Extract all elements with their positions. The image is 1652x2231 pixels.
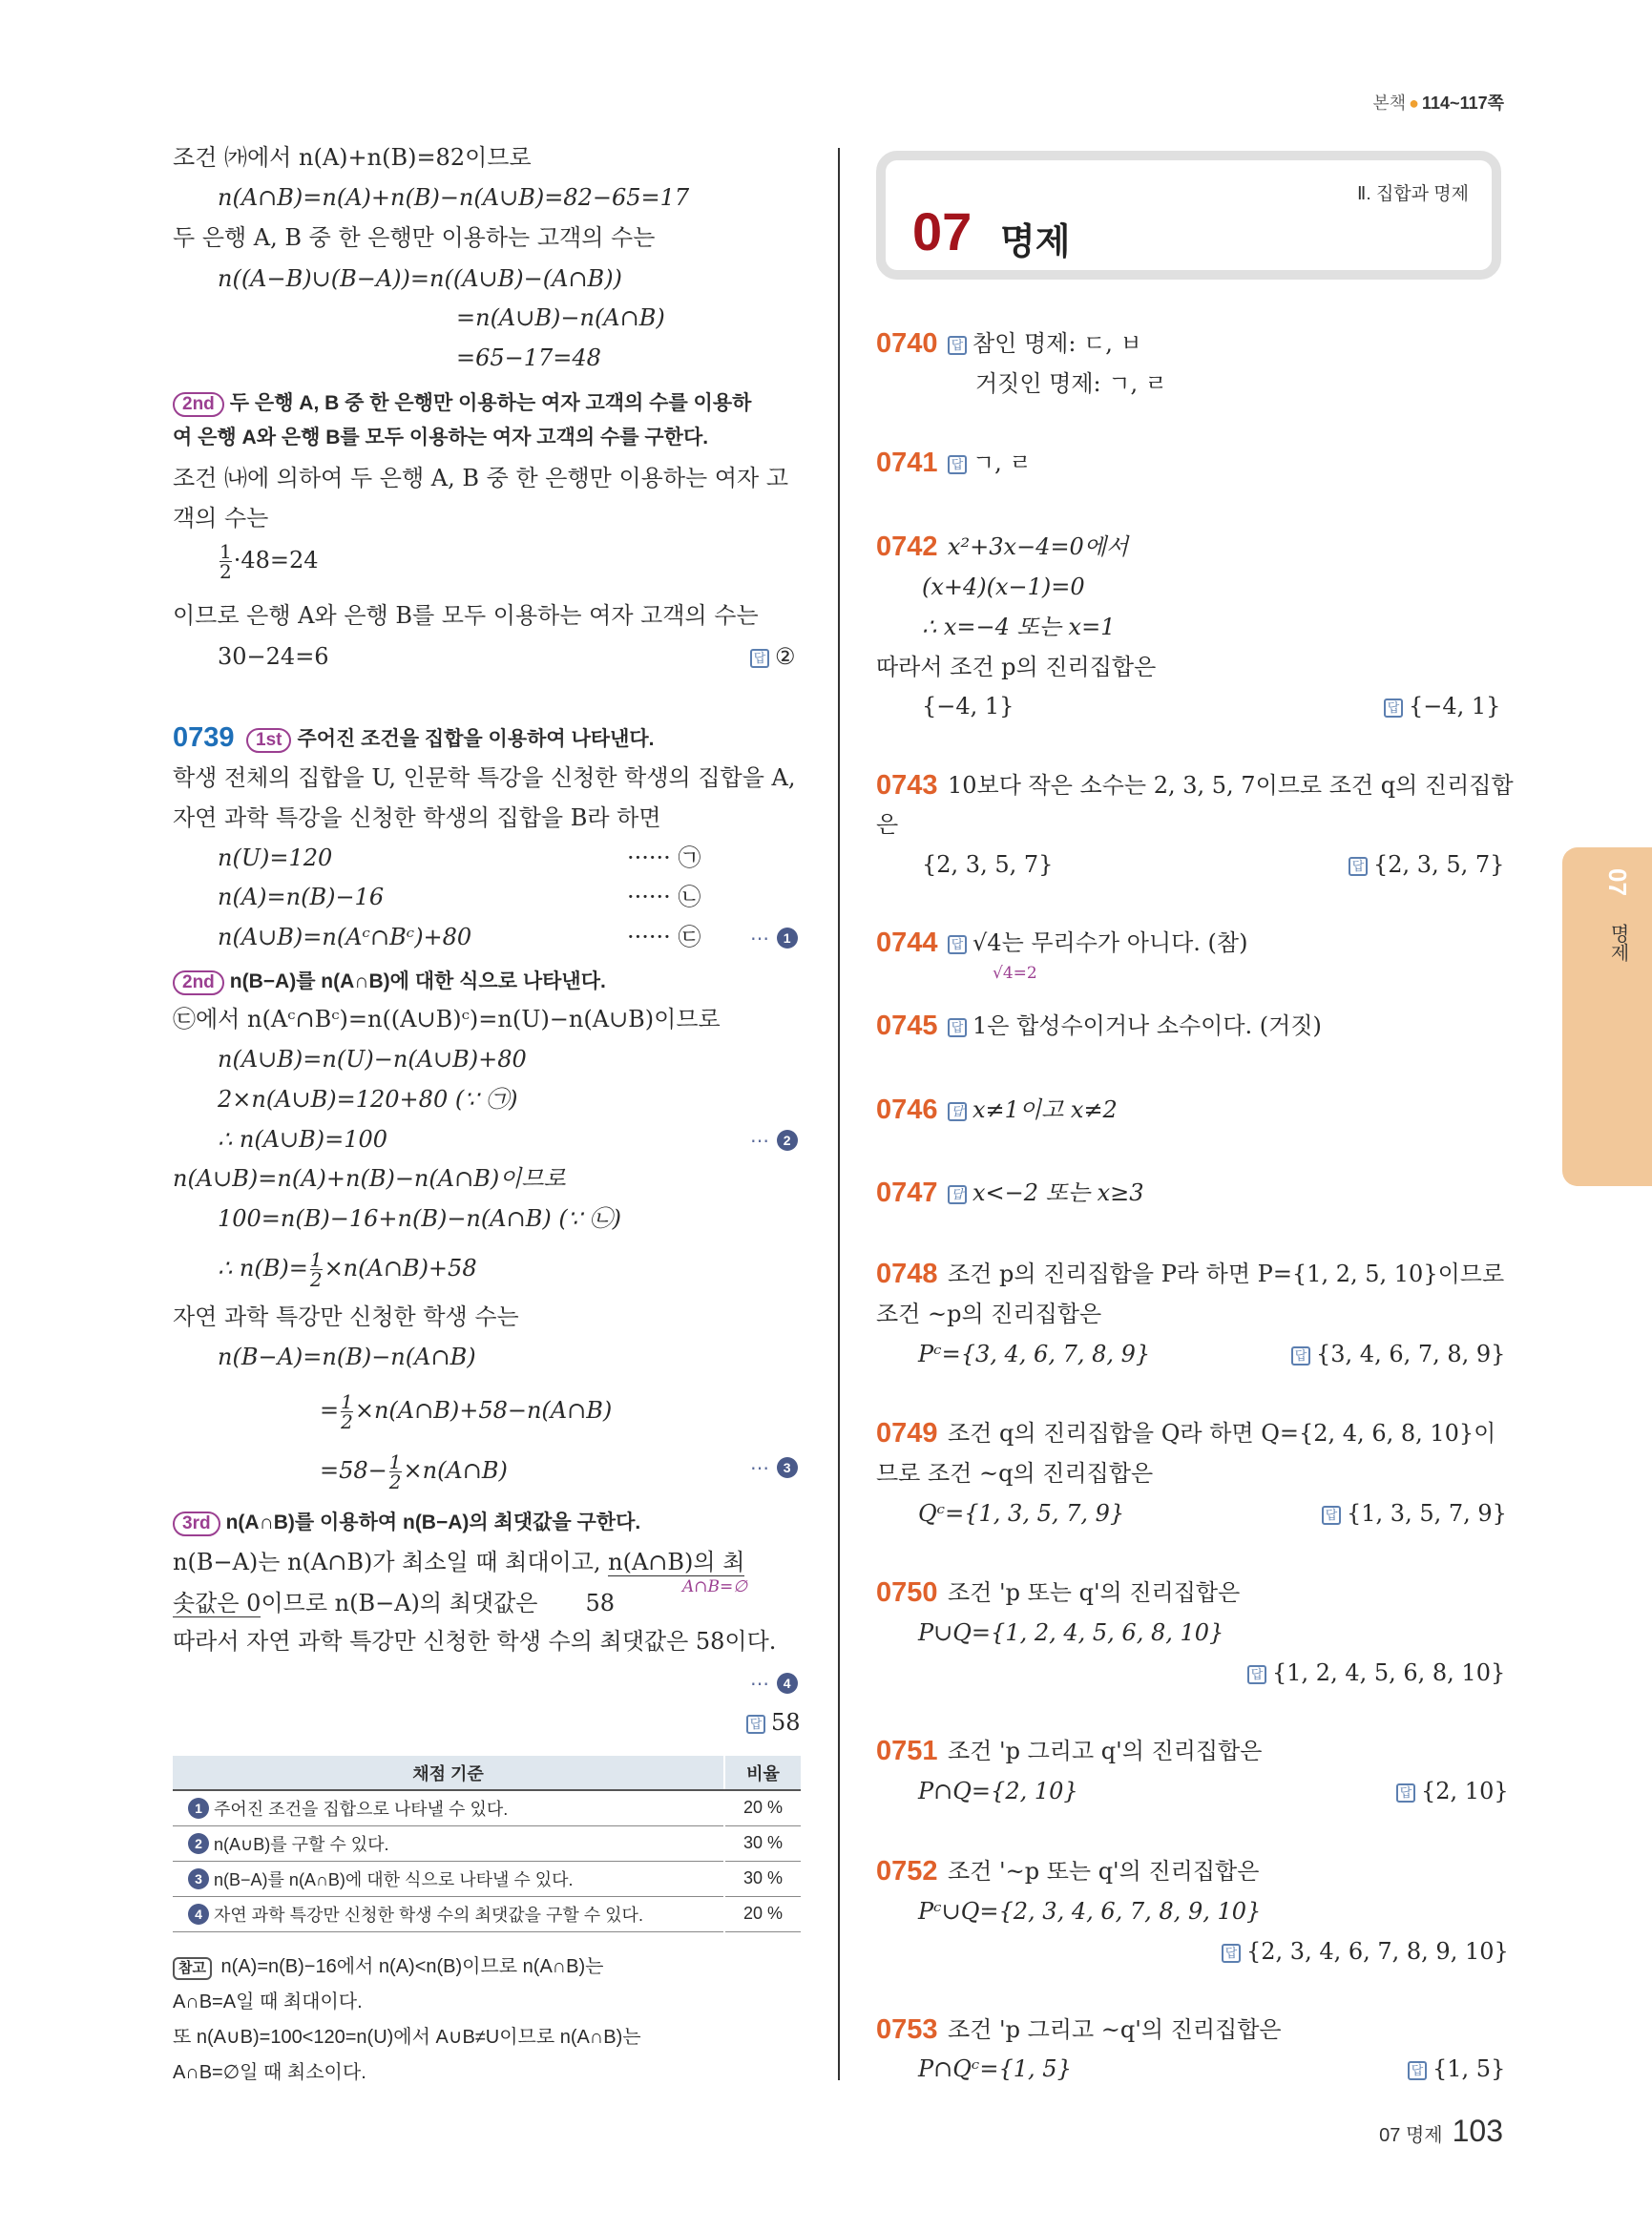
problem-number: 0747 bbox=[876, 1178, 938, 1208]
step-1-line: 1st 주어진 조건을 집합을 이용하여 나타낸다. bbox=[246, 724, 655, 754]
equation: 30−24=6 bbox=[218, 643, 329, 670]
answer-0749: 답 {1, 3, 5, 7, 9} bbox=[1322, 1499, 1507, 1528]
marker-2: ⋯ 2 bbox=[750, 1125, 798, 1156]
answer-0752: 답 {2, 3, 4, 6, 7, 8, 9, 10} bbox=[1222, 1937, 1509, 1966]
text-line: 자연 과학 특강을 신청한 학생의 집합을 B라 하면 bbox=[173, 804, 661, 831]
answer-icon: 답 bbox=[1322, 1506, 1341, 1525]
problem-number: 0750 bbox=[876, 1577, 938, 1608]
equation: 2×n(A∪B)=120+80 (∵ ㉠) bbox=[218, 1086, 518, 1113]
equation: n(A∪B)=n(A)+n(B)−n(A∩B)이므로 bbox=[173, 1165, 566, 1192]
step-badge: 1st bbox=[246, 728, 291, 753]
text-line: 은 bbox=[876, 811, 899, 838]
chapter-subject: Ⅱ. 집합과 명제 bbox=[1357, 184, 1469, 204]
equation: n((A−B)∪(B−A))=n((A∪B)−(A∩B)) bbox=[218, 265, 622, 292]
answer-line: 답 참인 명제: ㄷ, ㅂ bbox=[948, 329, 1142, 358]
equation: n(U)=120 bbox=[218, 844, 333, 871]
column-divider bbox=[838, 148, 840, 2080]
equation: =58− $\frac{1}{2}$ ×n(A∩B) bbox=[320, 1450, 508, 1493]
answer-icon: 답 bbox=[948, 1185, 967, 1204]
marker-4: ⋯ 4 bbox=[750, 1668, 798, 1699]
answer-icon: 답 bbox=[746, 1715, 765, 1734]
marker-1: ⋯ 1 bbox=[750, 923, 798, 953]
equation: (x+4)(x−1)=0 bbox=[922, 573, 1085, 600]
problem-number: 0742 bbox=[876, 532, 938, 562]
answer-0751: 답 {2, 10} bbox=[1396, 1777, 1509, 1805]
equation: =65−17=48 bbox=[456, 344, 601, 371]
footer-chapter: 07 명제 bbox=[1379, 2125, 1443, 2146]
annotation: A∩B=∅ bbox=[682, 1577, 748, 1596]
equation: ∴ n(A∪B)=100 bbox=[218, 1126, 388, 1153]
answer-icon: 답 bbox=[1408, 2061, 1427, 2080]
answer-line: 답 x<−2 또는 x≥3 bbox=[948, 1178, 1144, 1207]
equation: Qᶜ={1, 3, 5, 7, 9} bbox=[918, 1500, 1125, 1527]
text-line: 조건 ㈎에서 n(A)+n(B)=82이므로 bbox=[173, 144, 532, 171]
side-tab-label: 명제 bbox=[1607, 924, 1628, 962]
answer-line: 거짓인 명제: ㄱ, ㄹ bbox=[975, 370, 1167, 397]
equation: n(A∪B)=n(U)−n(A∪B)+80 bbox=[218, 1046, 527, 1073]
page-number: 103 bbox=[1452, 2114, 1503, 2148]
problem-number: 0751 bbox=[876, 1736, 938, 1766]
problem-number: 0744 bbox=[876, 928, 938, 958]
note-line: A∩B=∅일 때 최소이다. bbox=[173, 2062, 366, 2083]
problem-number: 0749 bbox=[876, 1418, 938, 1449]
answer-0753: 답 {1, 5} bbox=[1408, 2054, 1505, 2083]
equation: n(A∪B)=n(Aᶜ∩Bᶜ)+80 bbox=[218, 924, 472, 950]
answer-icon: 답 bbox=[750, 649, 769, 668]
step-2b-line: 2nd n(B−A)를 n(A∩B)에 대한 식으로 나타낸다. bbox=[173, 967, 606, 996]
equation: =n(A∪B)−n(A∩B) bbox=[456, 304, 665, 331]
step-badge: 2nd bbox=[173, 392, 224, 417]
answer-icon: 답 bbox=[1291, 1346, 1310, 1366]
text-line: 따라서 자연 과학 특강만 신청한 학생 수의 최댓값은 58이다. bbox=[173, 1628, 777, 1655]
step-2-line: 여 은행 A와 은행 B를 모두 이용하는 여자 고객의 수를 구한다. bbox=[173, 427, 709, 448]
table-header: 채점 기준 bbox=[173, 1756, 724, 1790]
equation: ∴ x=−4 또는 x=1 bbox=[922, 614, 1116, 640]
text-line: 조건 q의 진리집합을 Q라 하면 Q={2, 4, 6, 8, 10}이 bbox=[948, 1420, 1496, 1447]
chapter-number: 07 bbox=[912, 201, 972, 261]
answer-line: 답 ㄱ, ㄹ bbox=[948, 448, 1032, 477]
answer-icon: 답 bbox=[948, 455, 967, 474]
step-badge: 2nd bbox=[173, 970, 224, 995]
grading-table bbox=[173, 1756, 801, 1932]
note-line: 참고 n(A)=n(B)−16에서 n(A)<n(B)이므로 n(A∩B)는 bbox=[173, 1952, 604, 1981]
answer-icon: 답 bbox=[1349, 857, 1368, 876]
table-header: 비율 bbox=[724, 1756, 801, 1790]
equation: n(A)=n(B)−16 bbox=[218, 884, 385, 910]
text-line: ㉢에서 n(Aᶜ∩Bᶜ)=n((A∪B)ᶜ)=n(U)−n(A∪B)이므로 bbox=[173, 1006, 721, 1032]
answer-0739: 답 58 bbox=[746, 1708, 801, 1737]
note-line: A∩B=A일 때 최대이다. bbox=[173, 1991, 363, 2012]
annotation: √4=2 bbox=[993, 964, 1037, 983]
problem-number: 0746 bbox=[876, 1095, 938, 1125]
answer-icon: 답 bbox=[1384, 698, 1403, 718]
table-row: 4 자연 과학 특강만 신청한 학생 수의 최댓값을 구할 수 있다. 20 % bbox=[173, 1896, 801, 1931]
problem-number: 0740 bbox=[876, 328, 938, 359]
fraction: $\frac{1}{2}$ bbox=[309, 1248, 323, 1291]
answer-0743: 답 {2, 3, 5, 7} bbox=[1349, 850, 1504, 879]
answer-icon: 답 bbox=[948, 1102, 967, 1121]
fraction: $\frac{1}{2}$ bbox=[388, 1450, 402, 1493]
text-line: 조건 '~p 또는 q'의 진리집합은 bbox=[948, 1858, 1260, 1885]
equation: $\frac{1}{2}$ ·48=24 bbox=[220, 540, 319, 583]
text-line: x²+3x−4=0에서 bbox=[948, 533, 1129, 560]
equation-label: ······ ㉢ bbox=[627, 924, 701, 950]
problem-number: 0752 bbox=[876, 1856, 938, 1887]
equation: n(B−A)=n(B)−n(A∩B) bbox=[218, 1344, 476, 1370]
note-line: 또 n(A∪B)=100<120=n(U)에서 A∪B≠U이므로 n(A∩B)는 bbox=[173, 2027, 641, 2048]
answer-line: 답 x≠1이고 x≠2 bbox=[948, 1095, 1118, 1124]
equation: ∴ n(B)= $\frac{1}{2}$ ×n(A∩B)+58 bbox=[218, 1248, 477, 1291]
page-reference: 본책 ● 114~117쪽 bbox=[1372, 94, 1504, 113]
answer-icon: 답 bbox=[948, 935, 967, 954]
text-line: 조건 'p 그리고 ~q'의 진리집합은 bbox=[948, 2016, 1282, 2043]
equation: = $\frac{1}{2}$ ×n(A∩B)+58−n(A∩B) bbox=[320, 1390, 613, 1433]
equation: Pᶜ∪Q={2, 3, 4, 6, 7, 8, 9, 10} bbox=[918, 1898, 1262, 1925]
equation-label: ······ ㉡ bbox=[627, 884, 701, 910]
text-line: 이므로 은행 A와 은행 B를 모두 이용하는 여자 고객의 수는 bbox=[173, 602, 759, 629]
answer-0748: 답 {3, 4, 6, 7, 8, 9} bbox=[1291, 1340, 1505, 1368]
text-line: 조건 ~p의 진리집합은 bbox=[876, 1301, 1102, 1327]
equation: Pᶜ={3, 4, 6, 7, 8, 9} bbox=[918, 1341, 1151, 1367]
equation: P∩Q={2, 10} bbox=[918, 1778, 1078, 1804]
marker-3: ⋯ 3 bbox=[750, 1452, 798, 1483]
equation: {2, 3, 5, 7} bbox=[922, 851, 1054, 878]
page-footer bbox=[1379, 2114, 1503, 2149]
text-line: n(B−A)는 n(A∩B)가 최소일 때 최대이고, n(A∩B)의 최 bbox=[173, 1549, 745, 1575]
text-line: 따라서 조건 p의 진리집합은 bbox=[876, 654, 1157, 680]
note-badge: 참고 bbox=[173, 1957, 212, 1980]
answer-icon: 답 bbox=[948, 336, 967, 355]
problem-number: 0745 bbox=[876, 1011, 938, 1041]
text-line: 조건 'p 그리고 q'의 진리집합은 bbox=[948, 1738, 1263, 1764]
table-row: 3 n(B−A)를 n(A∩B)에 대한 식으로 나타낼 수 있다. 30 % bbox=[173, 1861, 801, 1896]
text-line: 조건 p의 진리집합을 P라 하면 P={1, 2, 5, 10}이므로 bbox=[948, 1261, 1505, 1287]
problem-number: 0748 bbox=[876, 1259, 938, 1289]
answer-icon: 답 bbox=[1222, 1944, 1241, 1963]
step-3-line: 3rd n(A∩B)를 이용하여 n(B−A)의 최댓값을 구한다. bbox=[173, 1508, 640, 1537]
answer-0742: 답 {−4, 1} bbox=[1384, 692, 1500, 720]
text-line: 조건 'p 또는 q'의 진리집합은 bbox=[948, 1579, 1241, 1606]
text-line: 10보다 작은 소수는 2, 3, 5, 7이므로 조건 q의 진리집합 bbox=[948, 772, 1514, 799]
text-line: 솟값은 0이므로 n(B−A)의 최댓값은 58 bbox=[173, 1590, 615, 1616]
text-line: 자연 과학 특강만 신청한 학생 수는 bbox=[173, 1303, 519, 1330]
chapter-title: 명제 bbox=[1000, 222, 1071, 262]
answer-icon: 답 bbox=[1247, 1665, 1266, 1684]
text-line: 학생 전체의 집합을 U, 인문학 특강을 신청한 학생의 집합을 A, bbox=[173, 764, 796, 791]
answer-line: 답 1은 합성수이거나 소수이다. (거짓) bbox=[948, 1011, 1322, 1040]
fraction: $\frac{1}{2}$ bbox=[341, 1390, 353, 1433]
side-tab-number: 07 bbox=[1603, 868, 1632, 896]
answer-0738: 답 ② bbox=[750, 642, 796, 671]
equation: 100=n(B)−16+n(B)−n(A∩B) (∵ ㉡) bbox=[218, 1205, 621, 1232]
chapter-header bbox=[876, 151, 1501, 280]
text-line: 두 은행 A, B 중 한 은행만 이용하는 고객의 수는 bbox=[173, 224, 656, 251]
answer-icon: 답 bbox=[948, 1018, 967, 1037]
answer-0750: 답 {1, 2, 4, 5, 6, 8, 10} bbox=[1247, 1658, 1505, 1687]
equation: P∩Qᶜ={1, 5} bbox=[918, 2055, 1072, 2082]
problem-number: 0743 bbox=[876, 770, 938, 801]
problem-number: 0741 bbox=[876, 448, 938, 478]
answer-line: 답 √4는 무리수가 아니다. (참) bbox=[948, 928, 1247, 957]
problem-number: 0753 bbox=[876, 2014, 938, 2045]
text-line: 객의 수는 bbox=[173, 505, 269, 532]
equation: n(A∩B)=n(A)+n(B)−n(A∪B)=82−65=17 bbox=[218, 184, 690, 211]
text-line: 조건 ㈏에 의하여 두 은행 A, B 중 한 은행만 이용하는 여자 고 bbox=[173, 465, 789, 491]
table-row: 2 n(A∪B)를 구할 수 있다. 30 % bbox=[173, 1825, 801, 1861]
table-row: 1 주어진 조건을 집합으로 나타낼 수 있다. 20 % bbox=[173, 1790, 801, 1825]
step-2-line: 2nd 두 은행 A, B 중 한 은행만 이용하는 여자 고객의 수를 이용하 bbox=[173, 389, 751, 418]
equation-label: ······ ㉠ bbox=[627, 844, 701, 871]
answer-icon: 답 bbox=[1396, 1783, 1415, 1803]
equation: P∪Q={1, 2, 4, 5, 6, 8, 10} bbox=[918, 1619, 1224, 1646]
step-badge: 3rd bbox=[173, 1512, 220, 1536]
fraction: $\frac{1}{2}$ bbox=[220, 540, 232, 583]
problem-number-0739: 0739 bbox=[173, 722, 235, 753]
chapter-side-tab[interactable] bbox=[1562, 847, 1652, 1186]
equation: {−4, 1} bbox=[922, 693, 1014, 719]
text-line: 므로 조건 ~q의 진리집합은 bbox=[876, 1460, 1154, 1487]
